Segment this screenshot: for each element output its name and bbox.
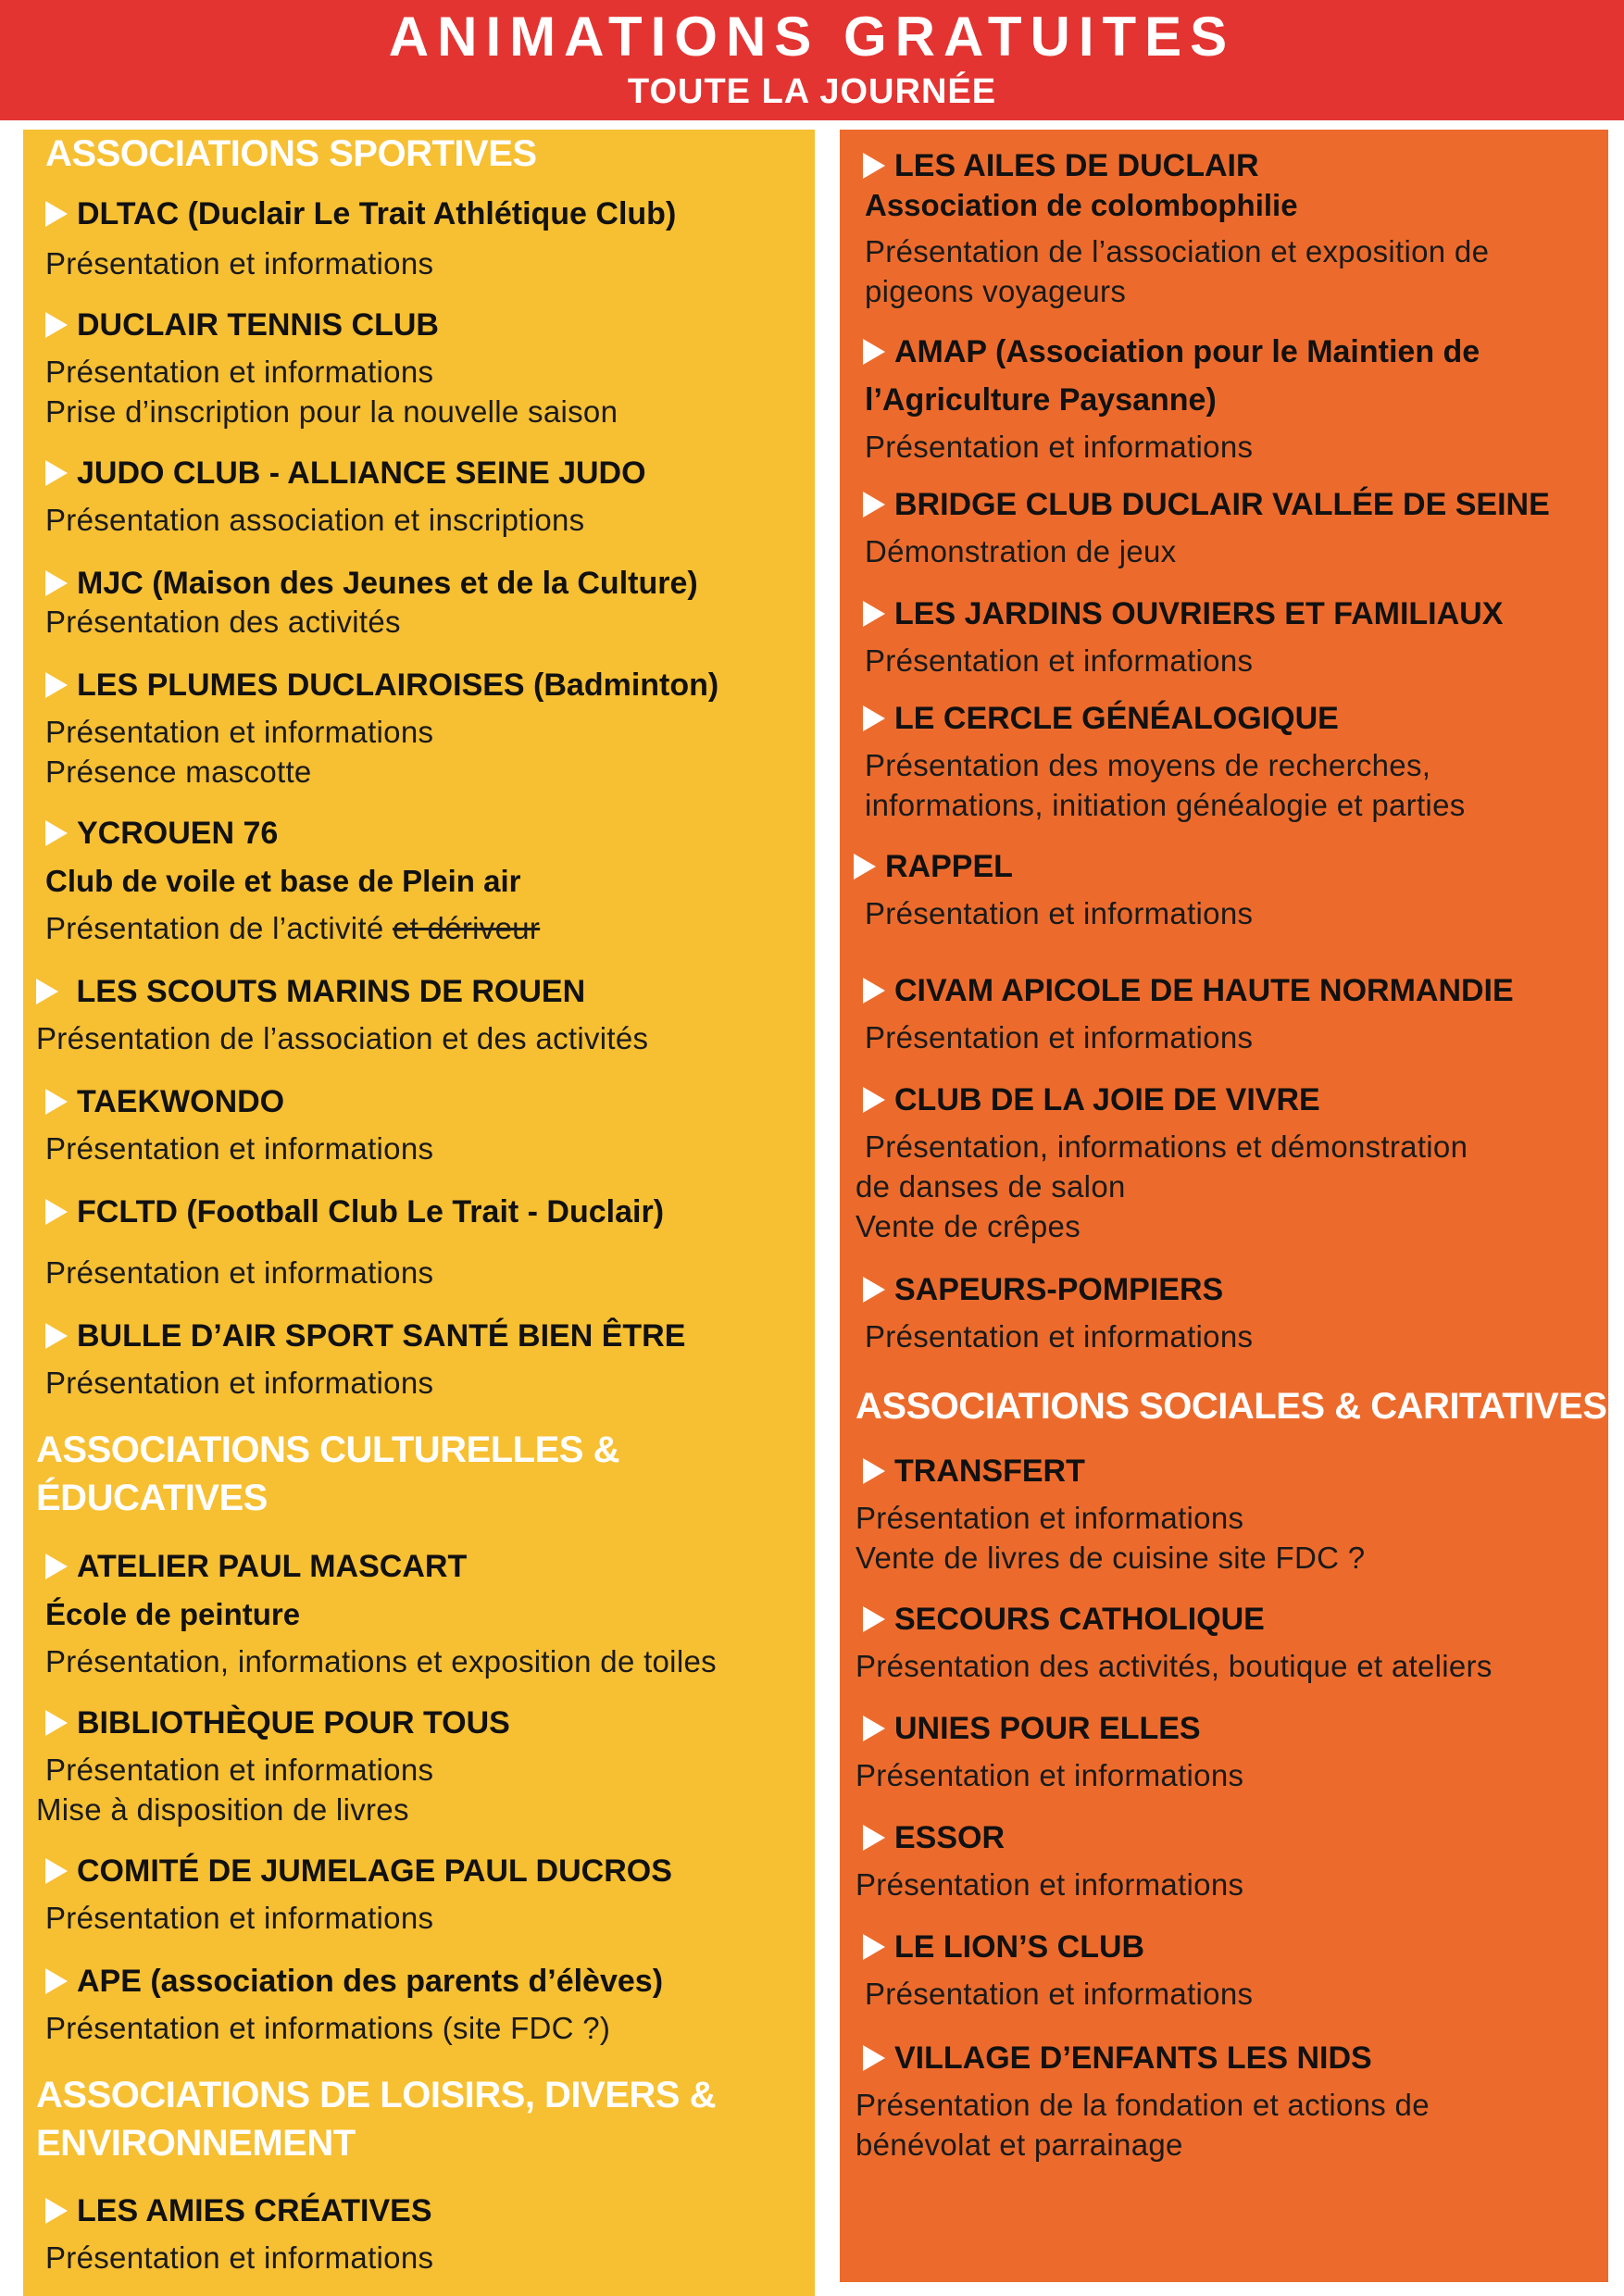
right-column [840,130,1608,2282]
arrow-icon [863,978,885,1004]
arrow-icon [45,672,68,698]
item-desc: Présentation et informations [865,643,1254,678]
item-title-bridge: BRIDGE CLUB DUCLAIR VALLÉE DE SEINE [863,484,1550,525]
item-desc: Présentation et informations [865,896,1254,930]
item-desc: Présence mascotte [45,755,312,789]
item-desc: Présentation des activités, boutique et ateliers [856,1649,1493,1683]
item-desc: Présentation et informations [856,1758,1244,1792]
arrow-icon [45,1199,68,1225]
item-desc: Vente de crêpes [856,1209,1081,1243]
item-title-amap-line2: l’Agriculture Paysanne) [865,382,1217,418]
header-banner [0,0,1624,120]
item-title-jardins: LES JARDINS OUVRIERS ET FAMILIAUX [863,593,1503,634]
item-desc: Présentation et informations [45,355,434,389]
item-desc: Présentation et informations [865,430,1254,464]
item-title-joie: CLUB DE LA JOIE DE VIVRE [863,1079,1320,1120]
item-desc: pigeons voyageurs [865,274,1127,308]
arrow-icon [45,1858,68,1884]
item-desc: Présentation et informations [45,2240,434,2275]
item-desc: Présentation, informations et exposition de toiles [45,1644,717,1678]
item-title-secours: SECOURS CATHOLIQUE [863,1599,1265,1640]
item-title-jumelage: COMITÉ DE JUMELAGE PAUL DUCROS [45,1851,672,1891]
section-title-loisirs-line2: ENVIRONNEMENT [36,2123,356,2164]
item-title-tennis: DUCLAIR TENNIS CLUB [45,305,439,345]
item-desc: Présentation des activités [45,605,401,639]
item-title-rappel: RAPPEL [854,846,1013,887]
item-desc: Présentation de la fondation et actions de [856,2088,1430,2122]
item-title-ycrouen: YCROUEN 76 [45,813,278,854]
item-title-biblio: BIBLIOTHÈQUE POUR TOUS [45,1703,510,1743]
arrow-icon [45,1554,68,1579]
item-desc: Vente de livres de cuisine site FDC ? [856,1541,1366,1575]
item-title-ailes: LES AILES DE DUCLAIR [863,145,1259,186]
item-desc: Présentation et informations [856,1501,1244,1535]
arrow-icon [863,492,885,518]
arrow-icon [863,1825,885,1851]
item-title-mjc: MJC (Maison des Jeunes et de la Culture) [45,563,698,604]
item-title-lions: LE LION’S CLUB [863,1927,1144,1967]
item-title-scouts: LES SCOUTS MARINS DE ROUEN [36,971,585,1012]
item-desc: Mise à disposition de livres [36,1792,409,1827]
page-subtitle: TOUTE LA JOURNÉE [627,72,997,111]
arrow-icon [863,1716,885,1741]
arrow-icon [854,854,876,880]
item-subtitle: Association de colombophilie [865,188,1298,222]
item-title-taekwondo: TAEKWONDO [45,1081,284,1122]
arrow-icon [45,1710,68,1736]
item-title-transfert: TRANSFERT [863,1451,1085,1491]
section-title-loisirs: ASSOCIATIONS DE LOISIRS, DIVERS & [36,2075,716,2115]
arrow-icon [863,705,885,731]
arrow-icon [863,1606,885,1632]
item-title-ape: APE (association des parents d’élèves) [45,1961,663,2002]
arrow-icon [863,1087,885,1113]
item-title-fcltd: FCLTD (Football Club Le Trait - Duclair) [45,1192,664,1232]
item-title-unies: UNIES POUR ELLES [863,1708,1201,1749]
arrow-icon [45,1089,68,1115]
arrow-icon [863,1458,885,1484]
arrow-icon [863,601,885,627]
arrow-icon [45,2198,68,2224]
item-desc: Présentation de l’association et exposition de [865,234,1490,268]
item-title-bulle: BULLE D’AIR SPORT SANTÉ BIEN ÊTRE [45,1316,685,1356]
arrow-icon [45,1968,68,1994]
section-title-culturelles: ASSOCIATIONS CULTURELLES & [36,1429,619,1470]
item-desc: bénévolat et parrainage [856,2128,1183,2162]
item-desc: Présentation et informations [45,1753,434,1787]
arrow-icon [863,153,885,179]
item-desc: Présentation association et inscriptions [45,503,585,537]
item-desc: Présentation et informations [45,1255,434,1290]
item-desc: Présentation et informations [856,1867,1244,1902]
left-column [23,130,815,2296]
section-title-sociales: ASSOCIATIONS SOCIALES & CARITATIVES [856,1386,1607,1427]
arrow-icon [45,201,68,227]
page-title: ANIMATIONS GRATUITES [388,6,1236,68]
arrow-icon [45,820,68,846]
item-title-amap: AMAP (Association pour le Maintien de [863,331,1480,372]
item-desc: Présentation et informations [45,1131,434,1166]
arrow-icon [863,2045,885,2071]
arrow-icon [45,460,68,486]
item-desc: Présentation et informations [45,1366,434,1400]
item-desc: informations, initiation généalogie et parties [865,788,1466,822]
item-desc: Présentation et informations [45,246,434,281]
item-desc: Présentation et informations [865,1020,1254,1054]
arrow-icon [36,979,58,1004]
arrow-icon [863,1934,885,1960]
item-desc: Présentation de l’association et des activités [36,1021,649,1055]
item-title-essor: ESSOR [863,1817,1005,1858]
item-title-amies: LES AMIES CRÉATIVES [45,2190,432,2231]
item-desc: Présentation de l’activité et dériveur [45,911,541,945]
arrow-icon [45,1323,68,1349]
item-title-mascart: ATELIER PAUL MASCART [45,1546,467,1587]
item-subtitle: Club de voile et base de Plein air [45,864,521,898]
item-title-dltac: DLTAC (Duclair Le Trait Athlétique Club) [45,193,676,234]
item-desc: Prise d’inscription pour la nouvelle saison [45,394,618,429]
arrow-icon [45,312,68,338]
section-title-culturelles-line2: ÉDUCATIVES [36,1478,268,1518]
item-title-cercle: LE CERCLE GÉNÉALOGIQUE [863,698,1339,739]
arrow-icon [45,570,68,596]
item-title-judo: JUDO CLUB - ALLIANCE SEINE JUDO [45,453,646,493]
item-desc: Présentation des moyens de recherches, [865,748,1431,782]
item-title-pompiers: SAPEURS-POMPIERS [863,1269,1223,1310]
item-desc: Présentation et informations (site FDC ?) [45,2011,611,2045]
item-desc: Présentation et informations [45,715,434,749]
item-desc: Présentation et informations [45,1901,434,1935]
item-subtitle: École de peinture [45,1597,301,1631]
arrow-icon [863,339,885,365]
item-desc: Présentation et informations [865,1977,1254,2011]
item-desc: de danses de salon [856,1169,1126,1204]
item-title-village: VILLAGE D’ENFANTS LES NIDS [863,2038,1372,2078]
item-title-plumes: LES PLUMES DUCLAIROISES (Badminton) [45,665,718,705]
item-desc: Démonstration de jeux [865,534,1177,568]
struck-text: et dériveur [392,911,541,945]
item-title-civam: CIVAM APICOLE DE HAUTE NORMANDIE [863,970,1514,1011]
item-desc: Présentation et informations [865,1319,1254,1354]
section-title-sportives: ASSOCIATIONS SPORTIVES [45,133,537,174]
item-desc: Présentation, informations et démonstration [865,1129,1468,1164]
arrow-icon [863,1277,885,1303]
